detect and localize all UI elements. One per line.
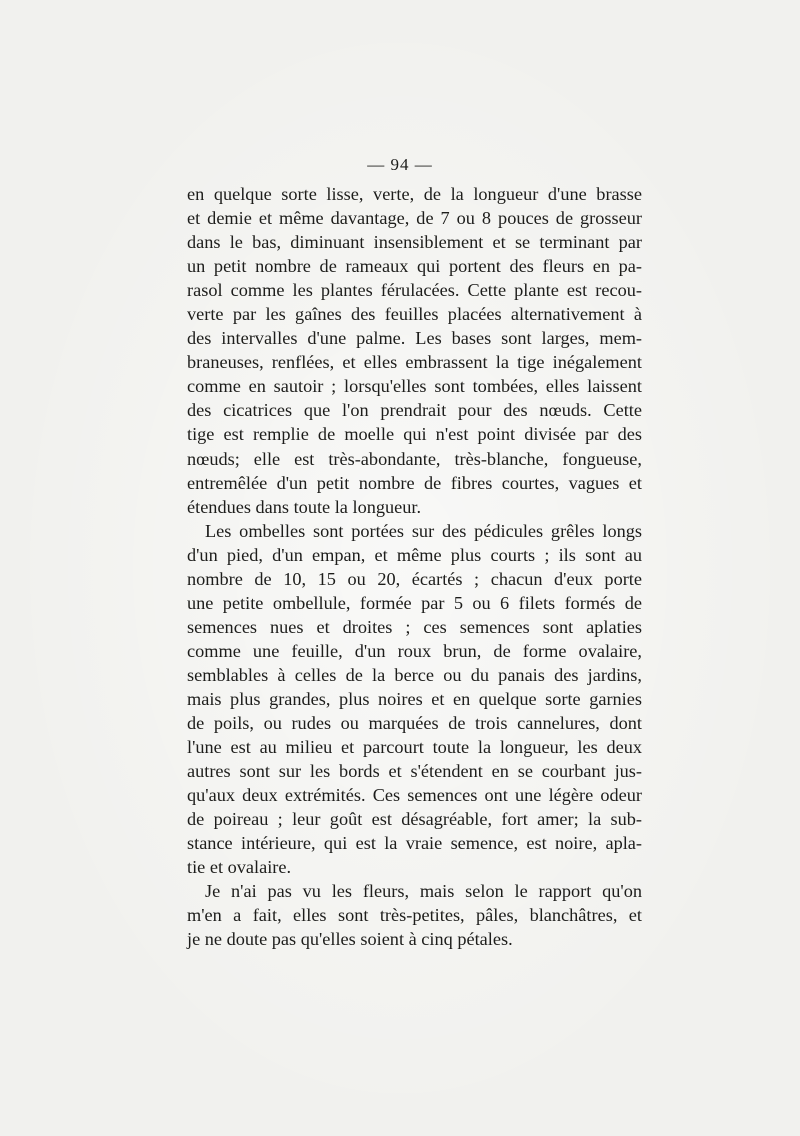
text-line: étendues dans toute la longueur.	[187, 496, 422, 517]
paragraph-2	[187, 519, 642, 880]
text-line: m'en a fait, elles sont très-petites, pâles, blanchâtres, et	[187, 905, 642, 926]
text-line: Les ombelles sont portées sur des pédicules grêles longs	[205, 520, 642, 541]
paragraph-1	[187, 182, 642, 519]
text-line: d'un pied, d'un empan, et même plus courts ; ils sont au	[187, 544, 642, 565]
text-line: semblables à celles de la berce ou du panais des jardins,	[187, 664, 642, 685]
text-line: tie et ovalaire.	[187, 857, 292, 878]
text-line: des cicatrices que l'on prendrait pour des nœuds. Cette	[187, 400, 642, 421]
paragraph-3	[187, 879, 642, 951]
text-line: l'une est au milieu et parcourt toute la longueur, les deux	[187, 737, 642, 758]
text-line: des intervalles d'une palme. Les bases sont larges, mem-	[187, 328, 642, 349]
text-line: de poils, ou rudes ou marquées de trois cannelures, dont	[187, 713, 642, 734]
text-line: rasol comme les plantes férulacées. Cette plante est recou-	[187, 280, 642, 301]
text-line: entremêlée d'un petit nombre de fibres courtes, vagues et	[187, 472, 642, 493]
text-line: nombre de 10, 15 ou 20, écartés ; chacun d'eux porte	[187, 568, 642, 589]
text-line: et demie et même davantage, de 7 ou 8 pouces de grosseur	[187, 208, 642, 229]
text-line: stance intérieure, qui est la vraie semence, est noire, apla-	[187, 833, 642, 854]
text-line: mais plus grandes, plus noires et en quelque sorte garnies	[187, 688, 642, 709]
text-line: Je n'ai pas vu les fleurs, mais selon le rapport qu'on	[205, 881, 642, 902]
text-line: braneuses, renflées, et elles embrassent la tige inégalement	[187, 352, 642, 373]
text-line: autres sont sur les bords et s'étendent en se courbant jus-	[187, 761, 642, 782]
text-line: en quelque sorte lisse, verte, de la longueur d'une brasse	[187, 184, 642, 204]
text-line: comme en sautoir ; lorsqu'elles sont tombées, elles laissent	[187, 376, 642, 397]
text-line: qu'aux deux extrémités. Ces semences ont une légère odeur	[187, 785, 642, 806]
body-text	[187, 182, 642, 952]
text-line: je ne doute pas qu'elles soient à cinq pétales.	[187, 929, 513, 950]
text-line: un petit nombre de rameaux qui portent des fleurs en pa-	[187, 256, 642, 277]
text-line: nœuds; elle est très-abondante, très-blanche, fongueuse,	[187, 448, 642, 469]
text-line: semences nues et droites ; ces semences sont aplaties	[187, 616, 642, 637]
text-line: tige est remplie de moelle qui n'est point divisée par des	[187, 424, 642, 445]
text-line: comme une feuille, d'un roux brun, de forme ovalaire,	[187, 640, 642, 661]
text-line: verte par les gaînes des feuilles placées alternativement à	[187, 304, 642, 325]
text-line: dans le bas, diminuant insensiblement et se terminant par	[187, 232, 642, 253]
page-number: — 94 —	[367, 155, 433, 174]
text-line: une petite ombellule, formée par 5 ou 6 filets formés de	[187, 592, 642, 613]
text-line: de poireau ; leur goût est désagréable, fort amer; la sub-	[187, 809, 642, 830]
